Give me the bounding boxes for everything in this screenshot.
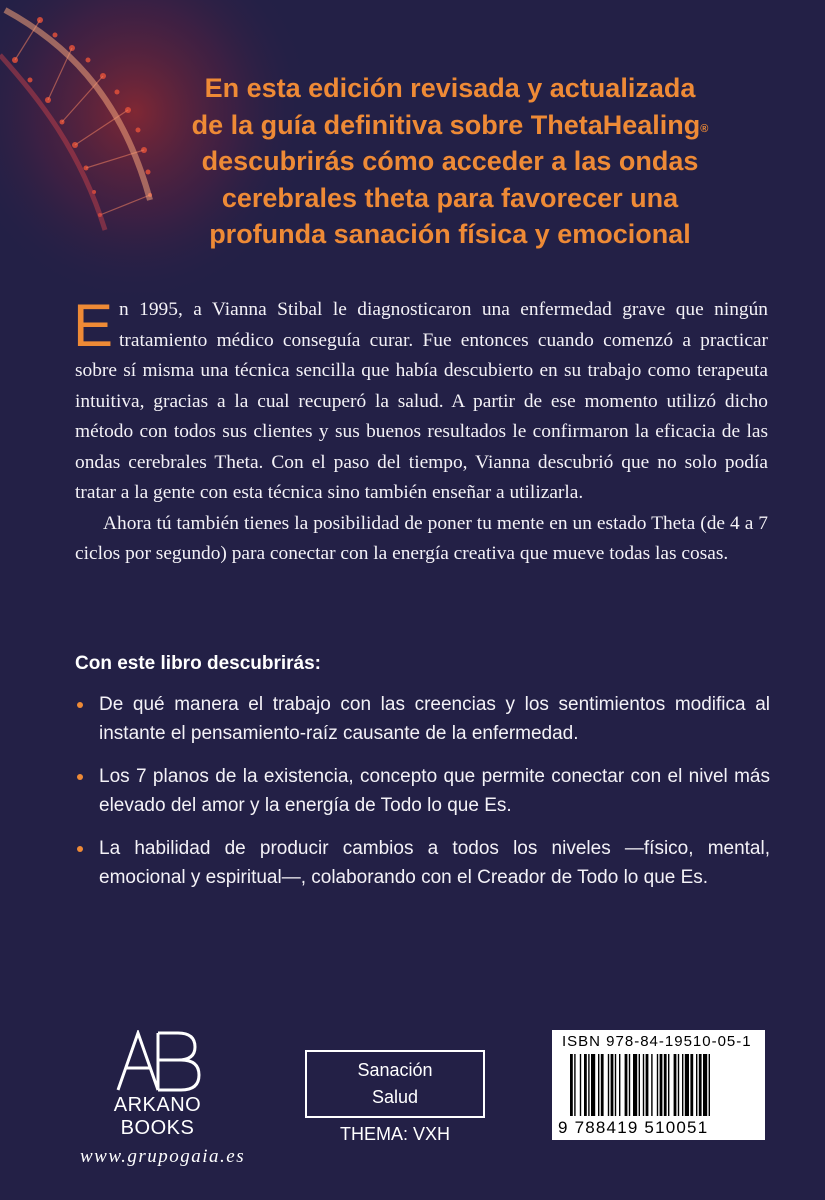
drop-cap: E — [73, 292, 114, 359]
paragraph-2: Ahora tú también tienes la posibilidad de poner tu mente en un estado Theta (de 4 a 7 ciclos por segundo) para conectar con la energía creativa que mueve todas las cosas. — [75, 512, 768, 564]
list-title: Con este libro descubrirás: — [75, 653, 322, 674]
barcode-bar — [639, 1054, 640, 1116]
bullet-dot-icon — [77, 846, 83, 852]
headline — [150, 70, 750, 253]
barcode-bar — [696, 1054, 697, 1116]
barcode-bar — [598, 1054, 599, 1116]
barcode-bar — [668, 1054, 669, 1116]
publisher-logo — [80, 1030, 246, 1168]
barcode-bar — [685, 1054, 689, 1116]
barcode-bar — [660, 1054, 663, 1116]
paragraph-1 — [73, 292, 768, 509]
list-item-text: De qué manera el trabajo con las creencias y los sentimientos modifica al instante el pensamiento-raíz causante de la enfermedad. — [99, 694, 770, 744]
feature-list — [75, 690, 770, 906]
barcode-bar — [574, 1054, 575, 1116]
bullet-dot-icon — [77, 702, 83, 708]
barcode-bar — [588, 1054, 589, 1116]
list-item-text: La habilidad de producir cambios a todos los niveles —físico, mental, emocional y espiritual—, colaborando con el Creador de Todo lo que Es. — [99, 838, 770, 888]
barcode-bar — [608, 1054, 609, 1116]
barcode-bar — [664, 1054, 667, 1116]
barcode-bar — [611, 1054, 614, 1116]
barcode-bar — [682, 1054, 683, 1116]
headline-line — [150, 107, 750, 144]
barcode-bar — [674, 1054, 677, 1116]
barcode-bar — [709, 1054, 710, 1116]
barcode-bar — [643, 1054, 644, 1116]
isbn-label: ISBN 978-84-19510-05-1 — [562, 1033, 752, 1050]
category-line: Salud — [371, 1087, 419, 1107]
registered-mark: ® — [700, 122, 709, 135]
barcode-bar — [629, 1054, 630, 1116]
barcode-bar — [625, 1054, 628, 1116]
barcode-bar — [703, 1054, 707, 1116]
headline-line: cerebrales theta para favorecer una — [221, 182, 679, 213]
list-item — [75, 690, 770, 748]
ab-monogram-icon — [113, 1030, 203, 1092]
category-box — [305, 1050, 485, 1118]
list-item — [75, 834, 770, 892]
list-item — [75, 762, 770, 820]
category-line: Sanación — [357, 1060, 433, 1080]
headline-line: profunda sanación física y emocional — [209, 219, 691, 249]
barcode-bar — [633, 1054, 637, 1116]
barcode-bar — [678, 1054, 679, 1116]
isbn-barcode — [552, 1030, 765, 1140]
publisher-name: ARKANO BOOKS — [113, 1094, 202, 1139]
description-text — [73, 292, 768, 570]
barcode-bar — [646, 1054, 649, 1116]
headline-line: En esta edición revisada y actualizada — [204, 73, 696, 103]
barcode-bar — [690, 1054, 693, 1116]
headline-line-text: de la guía definitiva sobre ThetaHealing — [191, 109, 701, 140]
barcode-bar — [657, 1054, 658, 1116]
barcode-bar — [601, 1054, 604, 1116]
paragraph-1-text: n 1995, a Vianna Stibal le diagnosticaron una enfermedad grave que ningún tratamiento médico conseguía curar. Fue entonces cuando comenzó a practicar sobre sí misma una técnica sencilla que había descubierto en su trabajo como terapeuta intuitiva, gracias a la cual recuperó la salud. A partir de ese momento utilizó dicho método con todos sus clientes y sus buenos resultados le confirmaron la eficacia de las ondas cerebrales Theta. Con el paso del tiempo, Vianna descubrió que no solo podía tratar a la gente con esta técnica sino también enseñar a utilizarla. — [75, 299, 768, 503]
barcode-bar — [591, 1054, 595, 1116]
barcode-bar — [584, 1054, 587, 1116]
headline-line: descubrirás cómo acceder a las ondas — [201, 146, 699, 176]
barcode-bar — [651, 1054, 652, 1116]
barcode-digits: 9 788419 510051 — [558, 1118, 709, 1137]
publisher-website: www.grupogaia.es — [80, 1146, 246, 1167]
barcode-bar — [619, 1054, 620, 1116]
barcode-bar — [699, 1054, 702, 1116]
thema-code: THEMA: VXH — [339, 1124, 450, 1144]
list-item-text: Los 7 planos de la existencia, concepto que permite conectar con el nivel más elevado del amor y la energía de Todo lo que Es. — [99, 766, 770, 816]
barcode-bar — [580, 1054, 581, 1116]
barcode-bar — [615, 1054, 616, 1116]
barcode-bar — [570, 1054, 573, 1116]
bullet-dot-icon — [77, 774, 83, 780]
